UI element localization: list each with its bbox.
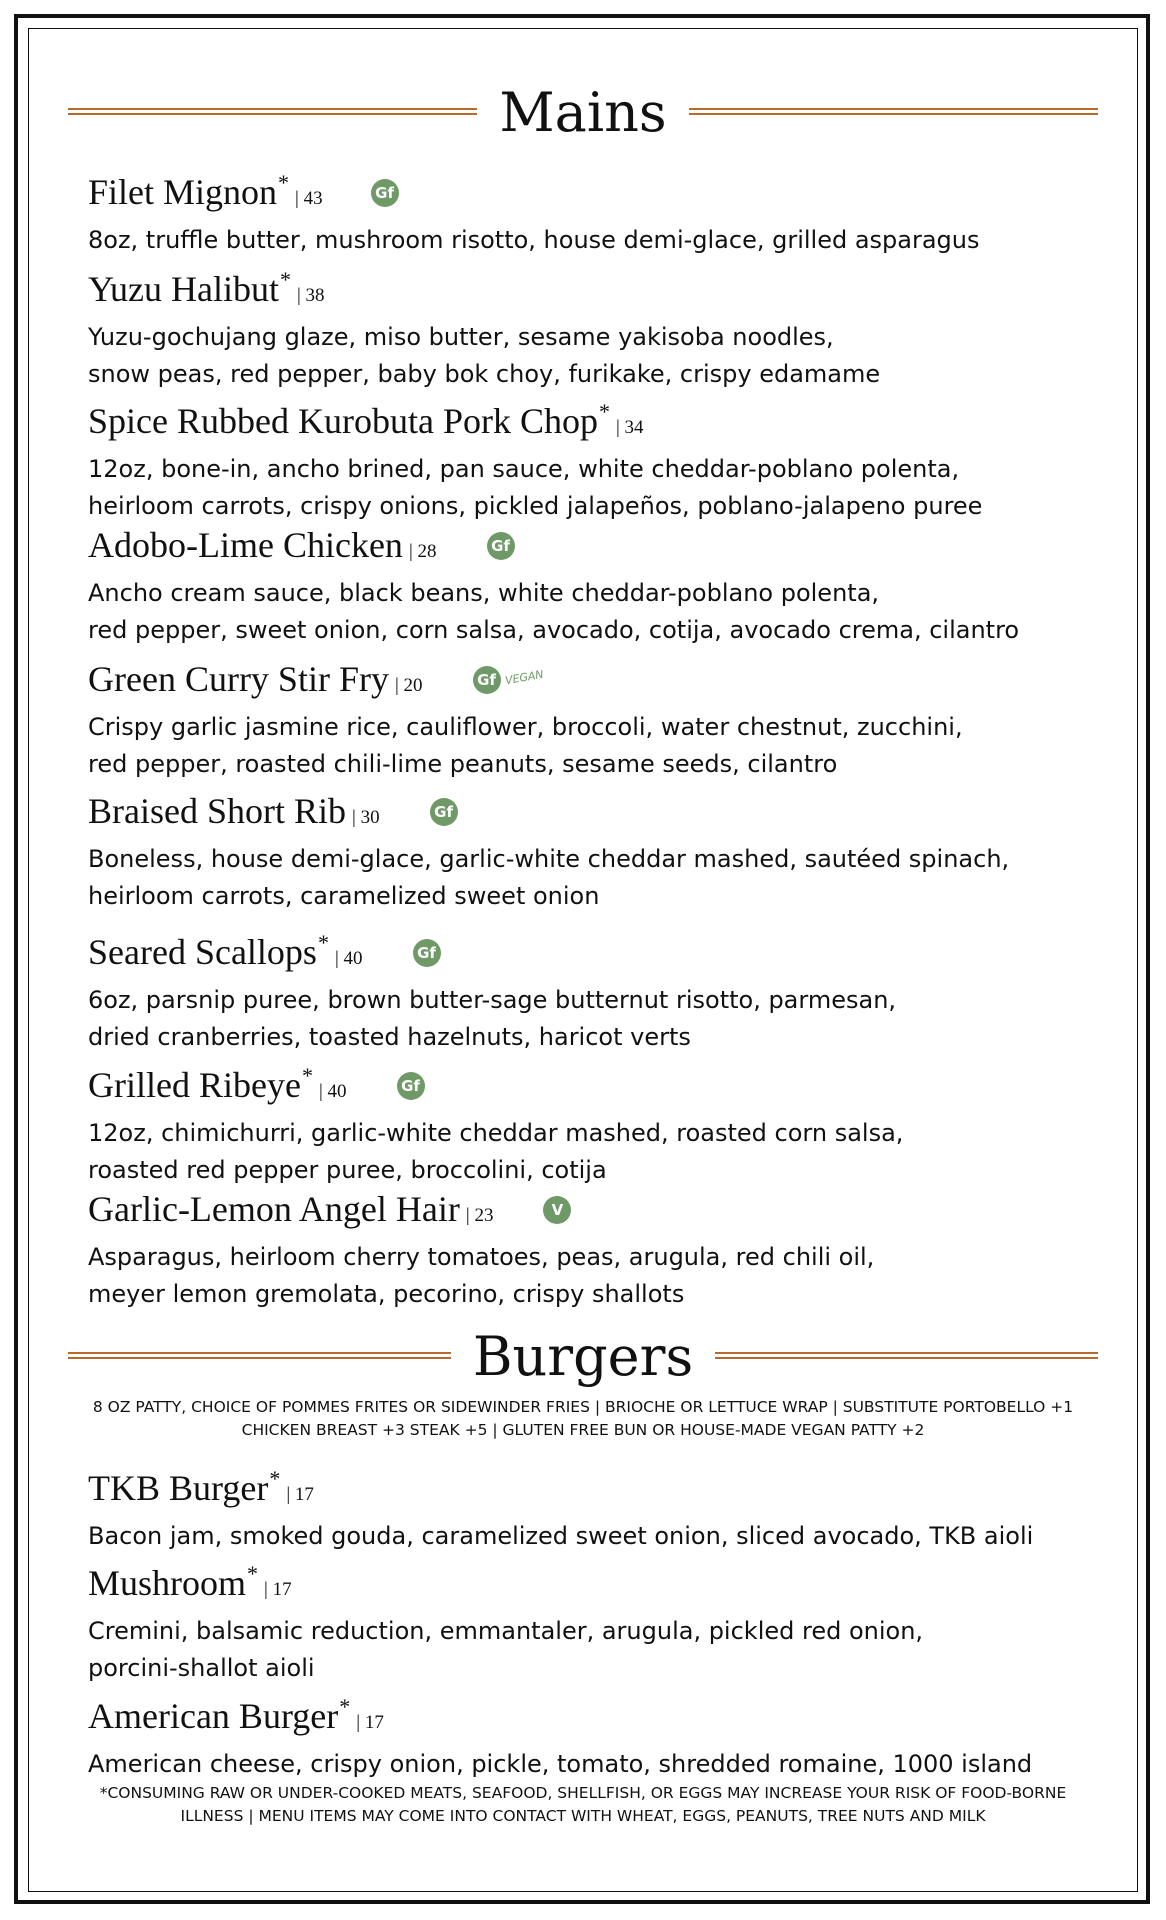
item-description: Asparagus, heirloom cherry tomatoes, peas, arugula, red chili oil, meyer lemon gremolata, pecorino, crispy shallots [88,1243,875,1308]
item-name: Braised Short Rib [88,791,346,831]
item-name: Seared Scallops [88,932,317,972]
burgers-header [68,1324,1098,1394]
raw-warning-star: * [278,170,290,195]
mains-header [68,80,1098,150]
item-description: 12oz, chimichurri, garlic-white cheddar mashed, roasted corn salsa, roasted red pepper puree, broccolini, cotija [88,1119,904,1184]
raw-warning-star: * [247,1561,259,1586]
menu-item-pork-chop [88,391,1088,525]
item-description: Boneless, house demi-glace, garlic-white cheddar mashed, sautéed spinach, heirloom carrots, caramelized sweet onion [88,845,1010,910]
item-description: 6oz, parsnip puree, brown butter-sage butternut risotto, parmesan, dried cranberries, toasted hazelnuts, haricot verts [88,986,897,1051]
item-name: American Burger [88,1696,339,1736]
item-price: | 17 [356,1712,384,1733]
menu-item-grilled-ribeye [88,1055,1088,1189]
gluten-free-icon: Gf [473,666,501,694]
vegetarian-icon: V [543,1196,571,1224]
item-name: Garlic-Lemon Angel Hair [88,1189,460,1229]
item-description: American cheese, crispy onion, pickle, tomato, shredded romaine, 1000 island [88,1750,1033,1778]
vegan-label: VEGAN [503,667,545,688]
menu-item-braised-short-rib [88,790,1088,915]
item-name: Mushroom [88,1563,247,1603]
item-description: 12oz, bone-in, ancho brined, pan sauce, white cheddar-poblano polenta, heirloom carrots, crispy onions, pickled jalapeños, poblano-jalapeno puree [88,455,983,520]
item-price: | 28 [409,541,437,562]
item-price: | 38 [297,285,325,306]
gluten-free-icon: Gf [430,798,458,826]
menu-item-filet-mignon [88,162,1088,259]
gluten-free-icon: Gf [413,939,441,967]
raw-warning-star: * [301,1063,313,1088]
menu-item-american-burger [88,1686,1088,1783]
item-name: Green Curry Stir Fry [88,659,389,699]
item-name: Filet Mignon [88,172,278,212]
item-price: | 23 [466,1205,494,1226]
menu-item-adobo-lime-chicken [88,524,1088,649]
mains-title: Mains [68,80,1098,146]
item-description: Bacon jam, smoked gouda, caramelized sweet onion, sliced avocado, TKB aioli [88,1522,1034,1550]
item-price: | 30 [352,807,380,828]
item-price: | 17 [286,1484,314,1505]
gluten-free-icon: Gf [487,532,515,560]
footer-disclaimer: *CONSUMING RAW OR UNDER-COOKED MEATS, SEAFOOD, SHELLFISH, OR EGGS MAY INCREASE YOUR RISK OF FOOD-BORNE ILLNESS | MENU ITEMS MAY COME INTO CONTACT WITH WHEAT, EGGS, PEANUTS, TREE NUTS AND MILK [99,1784,1067,1825]
burgers-options-note: 8 OZ PATTY, CHOICE OF POMMES FRITES OR SIDEWINDER FRIES | BRIOCHE OR LETTUCE WRAP | SUBSTITUTE PORTOBELLO +1 CHICKEN BREAST +3 STEAK +5 | GLUTEN FREE BUN OR HOUSE-MADE VEGAN PATTY +2 [92,1398,1074,1439]
raw-warning-star: * [279,267,291,292]
item-name: Adobo-Lime Chicken [88,525,403,565]
burgers-title: Burgers [68,1324,1098,1390]
item-description: Yuzu-gochujang glaze, miso butter, sesame yakisoba noodles, snow peas, red pepper, baby bok choy, furikake, crispy edamame [88,323,881,388]
item-name: Spice Rubbed Kurobuta Pork Chop [88,401,598,441]
item-price: | 40 [335,948,363,969]
item-name: TKB Burger [88,1468,269,1508]
gluten-free-icon: Gf [371,179,399,207]
item-description: Cremini, balsamic reduction, emmantaler, arugula, pickled red onion, porcini-shallot aioli [88,1617,924,1682]
item-price: | 34 [616,417,644,438]
item-description: Ancho cream sauce, black beans, white cheddar-poblano polenta, red pepper, sweet onion, corn salsa, avocado, cotija, avocado crema, cilantro [88,579,1020,644]
raw-warning-star: * [269,1466,281,1491]
item-name: Grilled Ribeye [88,1065,301,1105]
item-price: | 17 [264,1579,292,1600]
menu-item-green-curry-stir-fry [88,657,1088,783]
item-description: 8oz, truffle butter, mushroom risotto, house demi-glace, grilled asparagus [88,226,980,254]
raw-warning-star: * [317,930,329,955]
item-price: | 43 [295,188,323,209]
menu-item-mushroom-burger [88,1553,1088,1687]
item-name: Yuzu Halibut [88,269,279,309]
menu-item-garlic-lemon-angel-hair [88,1188,1088,1313]
menu-item-tkb-burger [88,1458,1088,1555]
menu-item-yuzu-halibut [88,259,1088,393]
menu-item-seared-scallops [88,922,1088,1056]
raw-warning-star: * [598,399,610,424]
raw-warning-star: * [339,1694,351,1719]
item-price: | 40 [319,1081,347,1102]
item-description: Crispy garlic jasmine rice, cauliflower, broccoli, water chestnut, zucchini, red pepper, roasted chili-lime peanuts, sesame seeds, cilantro [88,713,963,778]
gluten-free-icon: Gf [397,1072,425,1100]
item-price: | 20 [395,675,423,696]
